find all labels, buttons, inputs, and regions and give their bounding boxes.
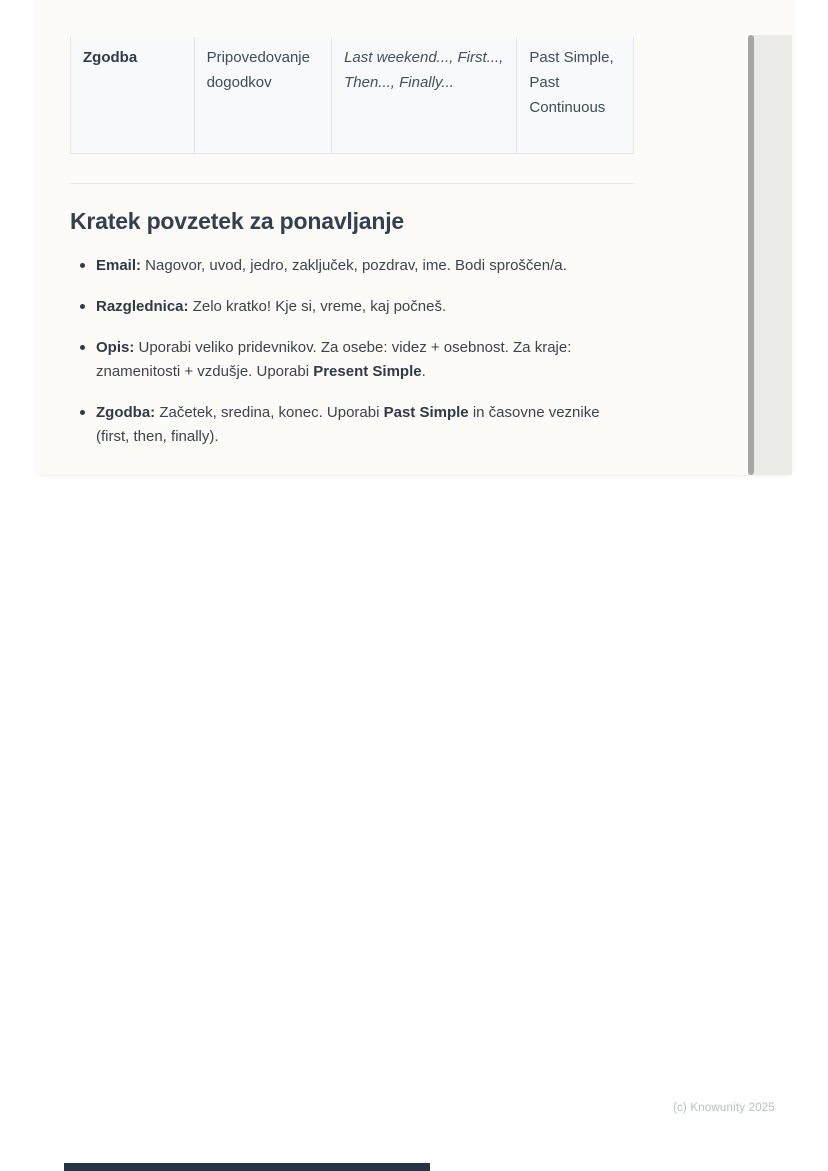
summary-item-text: Uporabi veliko pridevnikov. Za osebe: videz + osebnost. Za kraje: znamenitosti + vzdušje. Uporabi [96, 339, 572, 380]
table-cell-purpose: Pripovedovanje dogodkov [195, 37, 333, 153]
summary-item-bold-text: Past Simple [383, 404, 469, 421]
table-cell-tenses: Past Simple, Past Continuous [529, 49, 614, 116]
bullet-icon [80, 304, 85, 309]
table-row [70, 37, 634, 154]
summary-list-item [70, 254, 634, 278]
scrollbar-track[interactable] [748, 35, 792, 475]
bullet-icon [80, 263, 85, 268]
summary-item-bold-text: Razglednica: [96, 298, 189, 315]
summary-list-item [70, 295, 634, 319]
document-page [36, 0, 792, 475]
summary-heading: Kratek povzetek za ponavljanje [70, 208, 405, 234]
bottom-progress-bar [64, 1163, 430, 1171]
summary-list-item [70, 401, 634, 449]
summary-item-bold-text: Present Simple [313, 363, 422, 380]
summary-item-bold-text: Opis: [96, 339, 135, 356]
bullet-icon [80, 345, 85, 350]
summary-list-item [70, 336, 634, 384]
summary-item-text: in časovne veznike (first, then, finally). [96, 404, 600, 445]
summary-item-text: Zelo kratko! Kje si, vreme, kaj počneš. [188, 298, 447, 315]
summary-list [70, 254, 634, 466]
summary-item-text: Nagovor, uvod, jedro, zaključek, pozdrav, ime. Bodi sproščen/a. [141, 257, 567, 274]
table-cell-type: Zgodba [71, 37, 195, 153]
bullet-icon [80, 410, 85, 415]
summary-item-bold-text: Zgodba: [96, 404, 156, 421]
summary-item-text: Začetek, sredina, konec. Uporabi [155, 404, 384, 421]
summary-item-text: . [421, 363, 426, 380]
table-cell-examples: Last weekend..., First..., Then..., Finally... [332, 37, 517, 153]
summary-item-bold-text: Email: [96, 257, 142, 274]
section-divider [70, 183, 634, 184]
copyright-notice: (c) Knowunity 2025 [672, 1102, 775, 1114]
scrollbar-thumb[interactable] [748, 35, 754, 475]
